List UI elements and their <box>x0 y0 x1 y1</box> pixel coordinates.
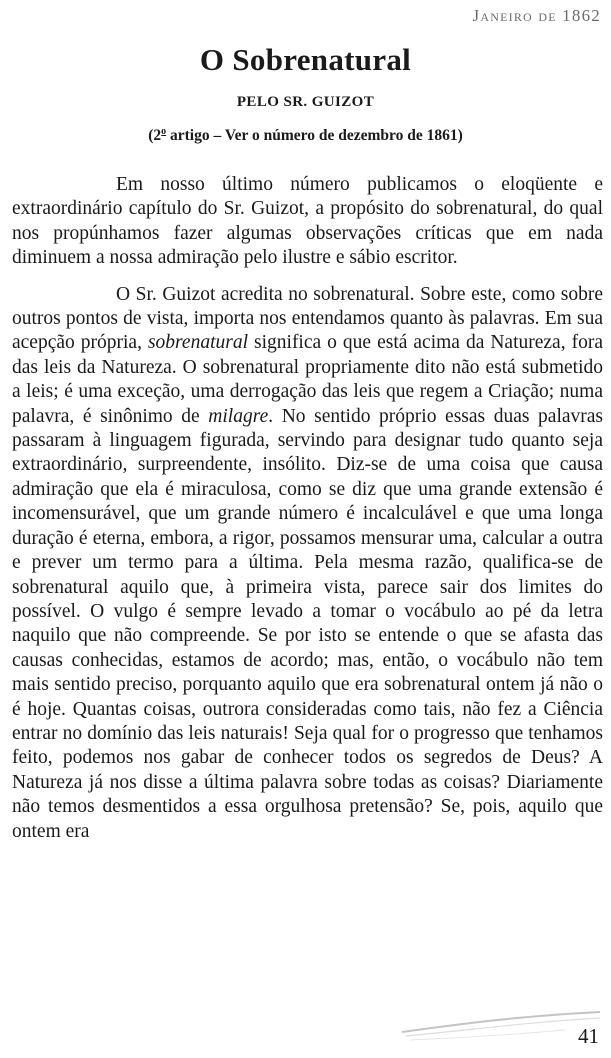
subtitle-rest: artigo – Ver o número de dezembro de 1861) <box>166 127 463 145</box>
paragraph-2-part-3: . No sentido próprio essas duas palavras passaram à linguagem figurada, servindo para designar tudo quanto seja extraordinário, surpreendente, insólito. Diz-se de uma coisa que causa admiração que ela é miraculosa, como se diz que uma grande extensão é incomensurável, que um grande número é incalculável e que uma longa duração é eterna, embora, a rigor, possamos mensurar uma, calcular a outra e prever um termo para a última. Pela mesma razão, qualifica-se de sobrenatural aquilo que, à primeira vista, parece sair dos limites do possível. O vulgo é sempre levado a tomar o vocábulo ao pé da letra naquilo que não compreende. Se por isto se entende o que se afasta das causas conhecidas, estamos de acordo; mas, então, o vocábulo não tem mais sentido preciso, porquanto aquilo que era sobrenatural ontem já não o é hoje. Quantas coisas, outrora consideradas como tais, não fez a Ciência entrar no domínio das leis naturais! Seja qual for o progresso que tenhamos feito, podemos nos gabar de conhecer todos os segredos de Deus? A Natureza já nos disse a última palavra sobre todas as coisas? Diariamente não temos desmentidos a essa orgulhosa pretensão? Se, pois, aquilo que ontem era <box>12 405 604 842</box>
article-author: PELO SR. GUIZOT <box>236 94 375 110</box>
emphasis-milagre: milagre <box>208 405 269 427</box>
subtitle-ordinal: o <box>161 126 167 137</box>
page-number: 41 <box>578 1024 599 1048</box>
footer-ornament-swoosh <box>400 1010 605 1042</box>
subtitle-prefix: (2 <box>148 127 162 145</box>
article-subtitle <box>0 126 611 145</box>
article-title: O Sobrenatural <box>199 42 412 77</box>
paragraph-2-part-1: O Sr. Guizot acredita no sobrenatural. Sobre este, como sobre outros pontos de vista, importa nos entendamos quanto às palavras. Em sua acepção própria, <box>12 283 603 354</box>
paragraph-1: Em nosso último número publicamos o eloqüente e extraordinário capítulo do Sr. Guizot, a propósito do sobrenatural, do qual nos propúnhamos fazer algumas observações críticas que em nada diminuem a nossa admiração pelo ilustre e sábio escritor. <box>12 174 603 269</box>
paragraph-2-part-2: significa o que está acima da Natureza, fora das leis da Natureza. O sobrenatural propriamente dito não está submetido a leis; é uma exceção, uma derrogação das leis que regem a Criação; numa palavra, é sinônimo de <box>12 332 603 427</box>
paragraph-2 <box>12 283 603 844</box>
emphasis-sobrenatural: sobrenatural <box>147 332 249 354</box>
running-head: Janeiro de 1862 <box>472 6 601 25</box>
article-body <box>12 173 603 844</box>
